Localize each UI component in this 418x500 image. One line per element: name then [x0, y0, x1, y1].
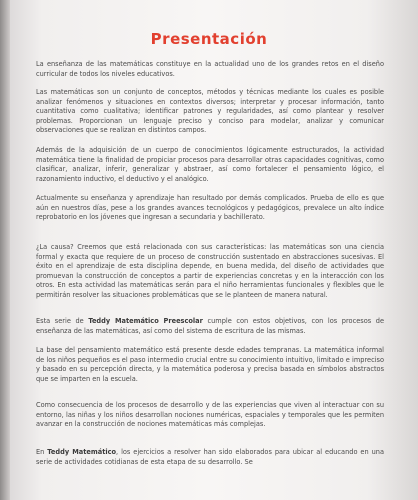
page-title: Presentación: [150, 30, 268, 48]
series-name: Teddy Matemático Preescolar: [88, 317, 203, 325]
paragraph-4: Actualmente su enseñanza y aprendizaje han resultado por demás complicados. Prueba de ello es que aún en nuestros días, pese a los grandes avances tecnológicos y pedagógicos, prevalece un alto índice reprobatorio en los jóvenes que ingresan a secundaria y bachillerato.: [36, 194, 384, 222]
paragraph-9: En Teddy Matemático, los ejercicios a resolver han sido elaborados para ubicar al educando en una serie de actividades cotidianas de esta etapa de su desarrollo. Se: [36, 448, 384, 466]
book-name: Teddy Matemático: [47, 448, 117, 456]
paragraph-7: La base del pensamiento matemático está presente desde edades tempranas. La matemática informal de los niños pequeños es el paso intermedio crucial entre su conocimiento intuitivo, limitado e impreciso y basado en su percepción directa, y la matemática poderosa y precisa basada en símbolos abstractos que se imparten en la escuela.: [36, 346, 384, 383]
paragraph-1: La enseñanza de las matemáticas constituye en la actualidad uno de los grandes retos en el diseño curricular de todos los niveles educativos.: [36, 60, 384, 78]
paragraph-3: Además de la adquisición de un cuerpo de conocimientos lógicamente estructurados, la actividad matemática tiene la finalidad de propiciar procesos para desarrollar otras capacidades cognitivas, como clasificar, analizar, inferir, generalizar y abstraer, así como fortalecer el pensamiento lógico, el razonamiento inductivo, el deductivo y el analógico.: [36, 146, 384, 183]
paragraph-8: Como consecuencia de los procesos de desarrollo y de las experiencias que viven al interactuar con su entorno, las niñas y los niños desarrollan nociones numéricas, espaciales y temporales que les permiten avanzar en la construcción de nociones matemáticas más complejas.: [36, 401, 384, 429]
binding-edge: [0, 0, 10, 500]
paragraph-6: Esta serie de Teddy Matemático Preescolar cumple con estos objetivos, con los procesos de enseñanza de las matemáticas, así como del sistema de escritura de las mismas.: [36, 317, 384, 335]
paragraph-2: Las matemáticas son un conjunto de conceptos, métodos y técnicas mediante los cuales es posible analizar fenómenos y situaciones en contextos diversos; interpretar y procesar información, tanto cuantitativa como cualitativa; identificar patrones y regularidades, así como plantear y resolver problemas. Proporcionan un lenguaje preciso y conciso para modelar, analizar y comunicar observaciones que se realizan en distintos campos.: [36, 88, 384, 135]
paragraph-5: ¿La causa? Creemos que está relacionada con sus características: las matemáticas son una ciencia formal y exacta que requiere de un proceso de construcción sustentado en abstracciones sucesivas. El éxito en el aprendizaje de esta disciplina depende, en buena medida, del diseño de actividades que promuevan la construcción de conceptos a partir de experiencias concretas y en la interacción con los otros. En esta actividad las matemáticas serán para el niño herramientas funcionales y flexibles que le permitirán resolver las situaciones problemáticas que se le planteen de manera natural.: [36, 243, 384, 299]
